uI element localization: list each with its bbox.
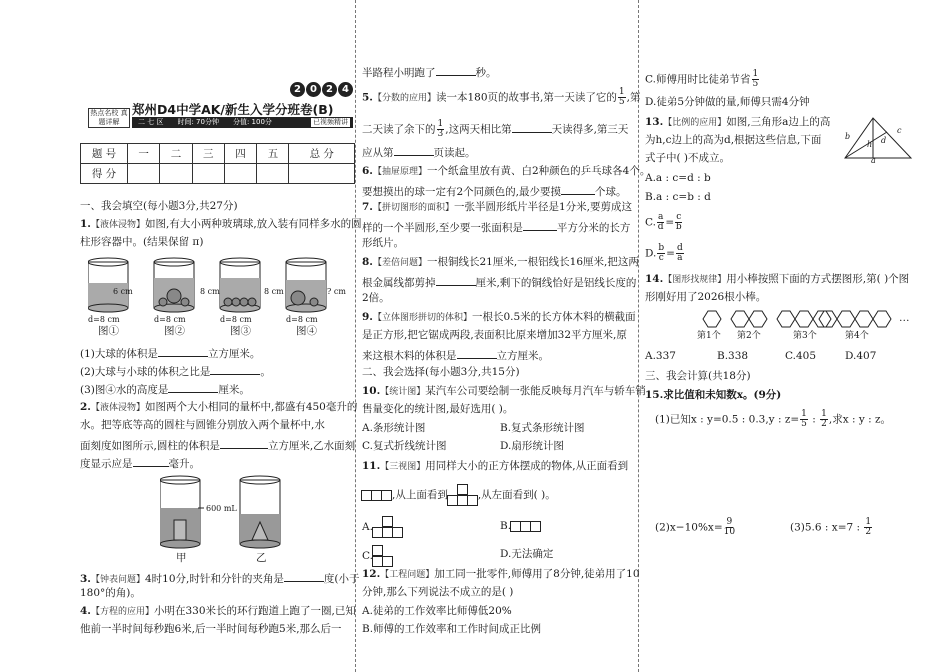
col-header: 一 [128,144,160,164]
q2-line: 水。把等底等高的圆柱与圆锥分别放入两个量杯中,水 [80,419,325,431]
q13-line: 为h,c边上的高为d,根据这些信息,下面 [645,134,822,146]
score-cell[interactable] [289,164,355,184]
q14-option-a[interactable]: A.337 [645,350,676,362]
answer-blank[interactable] [394,144,434,156]
q8-line: 根金属线都剪掉 厘米,剩下的铜线恰好是铝线长度的 [362,274,630,290]
video-label: 已视频精讲 [313,118,348,126]
cup-jia [160,476,204,548]
answer-blank[interactable] [523,219,557,231]
q1-line: 柱形容器中。(结果保留 π) [80,236,204,248]
beaker-height-2: 8 cm [200,287,220,296]
q13-line: 13.【比例的应用】如图,三角形a边上的高 [645,116,831,128]
q1-sub-3: (3)图④水的高度是 厘米。 [80,381,350,397]
q13-line: 式子中( )不成立。 [645,152,731,164]
beaker-height-1: 6 cm [113,287,133,296]
q15-part-3: (3)5.6 : x=7 : $\frac{1}{2}$ [790,517,872,537]
row-header: 得 分 [81,164,128,184]
q11-option-d[interactable]: D.无法确定 [500,548,554,560]
exam-score: 分值: 100分 [232,118,272,126]
q-tag: 【液体浸物】 [90,220,145,230]
hex-label-3: 第3个 [793,331,817,341]
q10-option-c[interactable]: C.复式折线统计图 [362,440,447,452]
q10-line: 10.【统计图】某汽车公司要绘制一张能反映每月汽车与轿车销 [362,385,646,397]
q11-line: ,从上面看到 ,从左面看到( )。 [362,484,630,506]
answer-blank[interactable] [457,347,497,359]
q2-line: 面刻度如图所示,圆柱的体积是 立方厘米,乙水面刻 [80,437,350,453]
hot-school-label: 热点名校 真题详解 [88,108,130,128]
q11-option-a[interactable]: A. [362,516,630,538]
answer-blank[interactable] [512,121,552,133]
beaker-d-1: d=8 cm [88,315,120,324]
q11-option-c[interactable]: C. [362,545,630,567]
q7-line: 7.【拼切图形的面积】一张半圆形纸片半径是1分米,要剪成这 [362,201,633,213]
q14-option-b[interactable]: B.338 [717,350,749,362]
tri-label-b: b [845,132,851,141]
q13-option-a[interactable]: A.a : c=d : b [645,172,711,184]
column-3 [645,0,920,672]
hex-label-1: 第1个 [697,331,721,341]
answer-blank[interactable] [133,455,169,467]
hex-label-4: 第4个 [845,331,869,341]
q2-line: 度显示应是 毫升。 [80,455,350,471]
score-cell[interactable] [257,164,289,184]
option-a-icon [373,516,403,538]
q12-line: 分钟,那么下列说法不成立的是( ) [362,586,514,598]
measuring-cups [160,474,310,556]
q6-line: 要想摸出的球一定有2个同颜色的,最少要摸 个球。 [362,183,630,199]
answer-blank[interactable] [158,345,208,357]
tri-label-a: a [871,156,876,165]
exam-title: 郑州D4中学AK/新生入学分班卷(B) [132,102,334,117]
q11-line: 11.【三视图】用同样大小的正方体摆成的物体,从正面看到 [362,460,629,472]
fig-label-3: 图③ [230,325,251,337]
beaker-height-3: 8 cm [264,287,284,296]
q15-line: 15.求比值和未知数x。(9分) [645,389,782,401]
q3-line: 3.【钟表问题】4时10分,时针和分针的夹角是 度(小于 [80,570,350,587]
q10-option-a[interactable]: A.条形统计图 [362,422,426,434]
q9-line: 9.【立体图形拼切的体积】一根长0.5米的长方体木料的横截面 [362,311,636,323]
cup-mark-label: 600 mL [206,504,237,513]
score-cell[interactable] [128,164,160,184]
q15-part-1: (1)已知x : y=0.5 : 0.3,y : z= $\frac{1}{5}$ : $\frac{1}{2}$ ,求x : y : z。 [655,409,892,429]
beaker-height-4: ? cm [327,287,346,296]
col-header: 三 [192,144,224,164]
q14-line: 形刚好用了2026根小棒。 [645,291,767,303]
q9-line: 来这根木料的体积是 立方厘米。 [362,347,630,363]
answer-blank[interactable] [210,363,260,375]
q5-line: 应从第 页读起。 [362,144,630,160]
col-header: 二 [160,144,192,164]
q-text: 如图,有大小两种玻璃球,放入装有同样多水的圆 [144,218,362,230]
q4-line: 他前一半时间每秒跑6米,后一半时间每秒跑5米,那么后一 [80,623,342,635]
q14-line: 14.【图形找规律】用小棒按照下面的方式摆图形,第( )个图 [645,273,910,285]
beaker-d-2: d=8 cm [154,315,186,324]
hex-label-2: 第2个 [737,331,761,341]
col-header: 五 [257,144,289,164]
q10-option-d[interactable]: D.扇形统计图 [500,440,564,452]
option-c-icon [373,545,393,567]
fig-label-4: 图④ [296,325,317,337]
score-cell[interactable] [192,164,224,184]
q4-line: 4.【方程的应用】小明在330米长的环行跑道上跑了一圈,已知 [80,605,356,617]
fig-label-1: 图① [98,325,119,337]
year-badge [290,82,353,97]
year-digit: 2 [290,82,305,97]
fig-label-2: 图② [164,325,185,337]
district: 二 七 区 [138,118,164,126]
q4-line: 半路程小明跑了 秒。 [362,64,630,80]
q10-option-b[interactable]: B.复式条形统计图 [500,422,585,434]
q11-option-b[interactable]: B. [500,520,630,533]
score-table [80,143,355,184]
answer-blank[interactable] [168,381,218,393]
score-cell[interactable] [160,164,192,184]
q13-option-c[interactable]: C. $\frac{a}{d}$ = $\frac{c}{b}$ [645,212,682,232]
q1-sub-1: (1)大球的体积是 立方厘米。 [80,345,350,361]
q15-part-2: (2)x−10%x= $\frac{9}{10}$ [655,517,736,537]
q8-line: 8.【差倍问题】一根铜线长21厘米,一根铝线长16厘米,把这两 [362,256,639,268]
q12-option-a[interactable]: A.徒弟的工作效率比师傅低20% [362,605,512,617]
q6-line: 6.【抽屉原理】一个纸盒里放有黄、白2种颜色的乒乓球各4个。 [362,165,651,177]
answer-blank[interactable] [220,437,268,449]
score-cell[interactable] [224,164,256,184]
column-1 [80,0,362,672]
option-b-icon [511,521,541,532]
front-view-icon [362,490,392,501]
tri-label-d: d [881,136,887,145]
year-digit: 0 [306,82,321,97]
q9-line: 是正方形,把它锯成两段,表面积比原来增加32平方厘米,原 [362,329,627,341]
row-header: 题 号 [81,144,128,164]
q7-line: 形纸片。 [362,237,404,249]
section-1-heading: 一、我会填空(每小题3分,共27分) [80,200,238,212]
answer-blank[interactable] [284,570,324,582]
section-2-heading: 二、我会选择(每小题3分,共15分) [362,366,520,378]
hex-ellipsis: … [899,312,910,324]
tri-label-h: h [867,140,873,149]
column-2 [362,0,651,672]
cup-name-jia: 甲 [176,552,187,564]
exam-info-bar [132,117,353,128]
q14-option-d[interactable]: D.407 [845,350,877,362]
q3-line: 180°的角)。 [80,587,141,599]
col-header: 总 分 [289,144,355,164]
tri-label-c: c [897,126,902,135]
q13-option-d[interactable]: D. $\frac{b}{c}$ = $\frac{d}{a}$ [645,243,683,263]
q14-option-c[interactable]: C.405 [785,350,817,362]
q12-line: 12.【工程问题】加工同一批零件,师傅用了8分钟,徒弟用了10 [362,568,640,580]
q12-option-c[interactable]: C.师傅用时比徒弟节省 $\frac{1}{5}$ [645,69,759,89]
q2-line: 2.【液体浸物】如图两个大小相同的量杯中,都盛有450毫升的 [80,401,358,413]
answer-blank[interactable] [561,183,595,195]
q5-line: 二天读了余下的 $\frac{1}{3}$ ,这两天相比第 天读得多,第三天 [362,119,629,139]
q-num: 1. [80,218,91,230]
answer-blank[interactable] [436,274,476,286]
answer-blank[interactable] [436,64,476,76]
q5-line: 5.【分数的应用】读一本180页的故事书,第一天读了它的 $\frac{1}{5}$ ,第 [362,87,641,107]
q13-option-b[interactable]: B.a : c=b : d [645,191,711,203]
beaker-d-4: d=8 cm [286,315,318,324]
q1-line [80,218,362,232]
q1-sub-2: (2)大球与小球的体积之比是 。 [80,363,350,379]
beaker-d-3: d=8 cm [220,315,252,324]
q8-line: 2倍。 [362,292,390,304]
year-digit: 4 [338,82,353,97]
section-3-heading: 三、我会计算(共18分) [645,370,751,382]
q7-line: 样的一个半圆形,至少要一张面积是 平方分米的长方 [362,219,630,235]
q12-option-d[interactable]: D.徒弟5分钟做的量,师傅只需4分钟 [645,96,810,108]
exam-time: 时间: 70分钟 [177,118,219,126]
q12-option-b[interactable]: B.师傅的工作效率和工作时间成正比例 [362,623,542,635]
top-view-icon [448,484,478,506]
q10-line: 售量变化的统计图,最好选用( )。 [362,403,514,415]
year-digit: 2 [322,82,337,97]
cup-name-yi: 乙 [256,552,267,564]
col-header: 四 [224,144,256,164]
